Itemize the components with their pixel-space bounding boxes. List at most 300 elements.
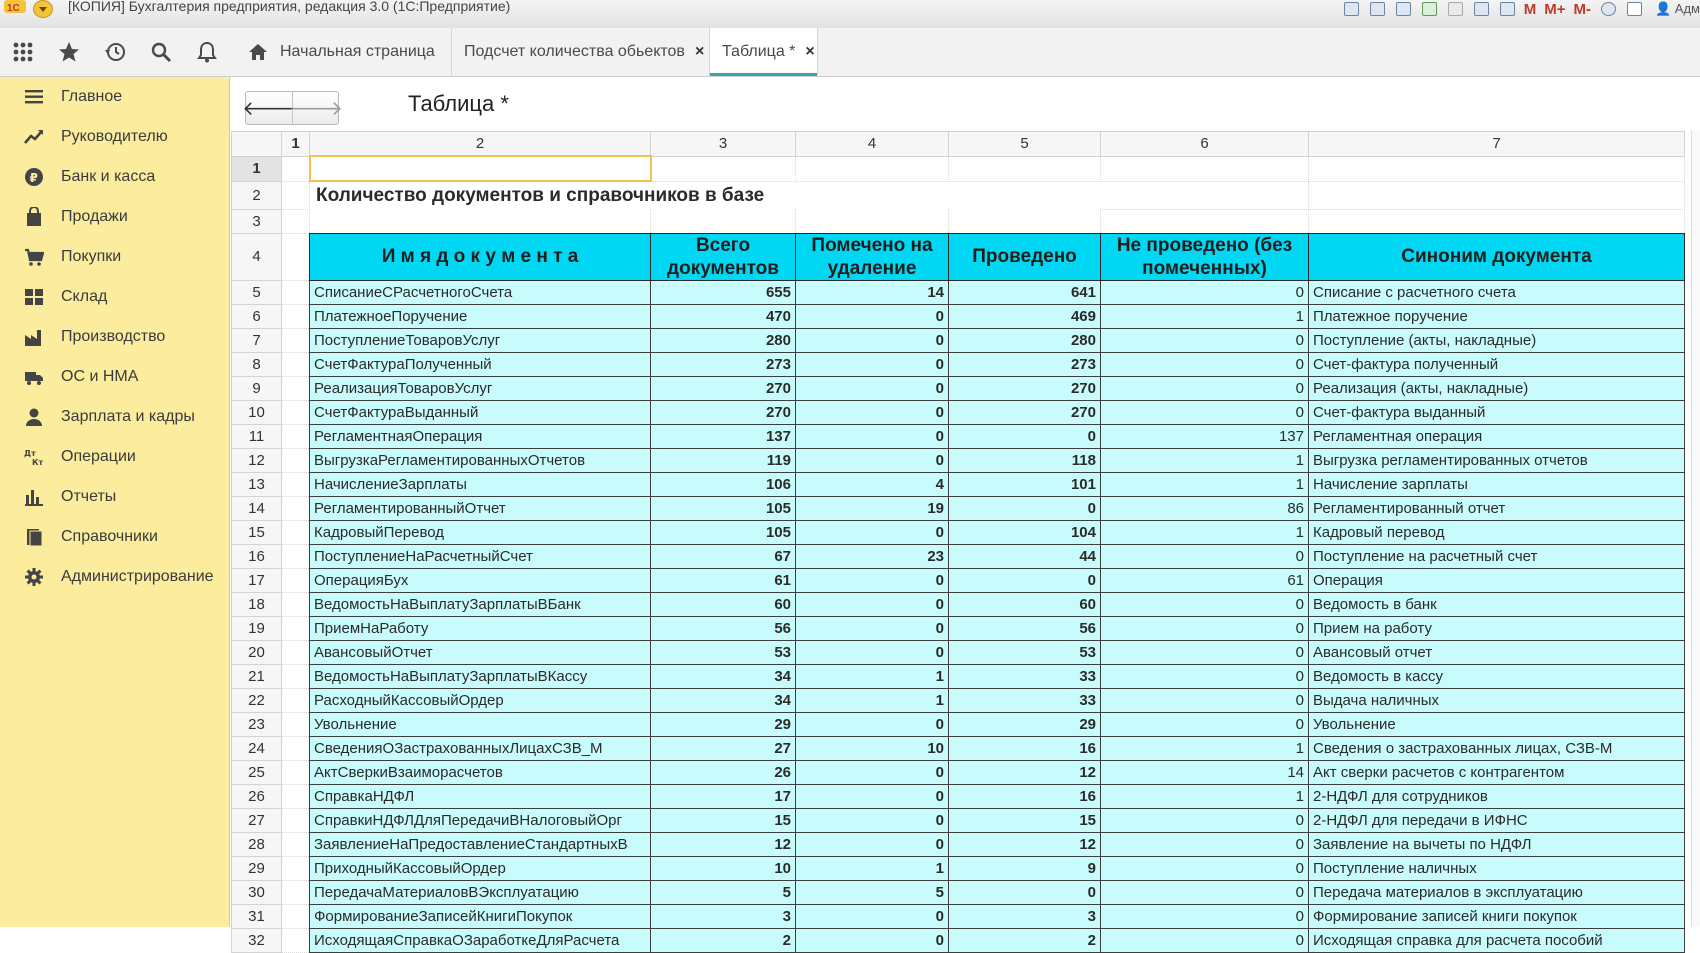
- apps-grid-icon[interactable]: [0, 28, 46, 76]
- row-header[interactable]: 30: [232, 880, 282, 904]
- not-posted-cell[interactable]: 0: [1101, 616, 1309, 640]
- document-name-cell[interactable]: ПлатежноеПоручение: [310, 304, 651, 328]
- sidebar-item-purchases[interactable]: [0, 237, 229, 277]
- download-icon[interactable]: [1419, 1, 1439, 17]
- spacer-cell[interactable]: [282, 904, 310, 928]
- posted-cell[interactable]: 12: [949, 760, 1101, 784]
- total-cell[interactable]: 34: [651, 688, 796, 712]
- spacer-cell[interactable]: [282, 472, 310, 496]
- spacer-cell[interactable]: [282, 856, 310, 880]
- total-cell[interactable]: 17: [651, 784, 796, 808]
- total-cell[interactable]: 61: [651, 568, 796, 592]
- marked-deletion-cell[interactable]: 0: [796, 928, 949, 952]
- synonym-cell[interactable]: Выдача наличных: [1309, 688, 1685, 712]
- spacer-cell[interactable]: [282, 736, 310, 760]
- synonym-cell[interactable]: Счет-фактура полученный: [1309, 352, 1685, 376]
- calendar-icon[interactable]: [1497, 1, 1517, 17]
- marked-deletion-cell[interactable]: 4: [796, 472, 949, 496]
- total-cell[interactable]: 270: [651, 400, 796, 424]
- marked-deletion-cell[interactable]: 0: [796, 424, 949, 448]
- document-name-cell[interactable]: СправкаНДФЛ: [310, 784, 651, 808]
- marked-deletion-cell[interactable]: 0: [796, 400, 949, 424]
- header-marked-deletion[interactable]: Помечено на удаление: [796, 233, 949, 280]
- empty-cell[interactable]: [651, 209, 796, 233]
- posted-cell[interactable]: 2: [949, 928, 1101, 952]
- upload-icon[interactable]: [1445, 1, 1465, 17]
- spacer-cell[interactable]: [282, 712, 310, 736]
- spacer-cell[interactable]: [282, 424, 310, 448]
- not-posted-cell[interactable]: 0: [1101, 664, 1309, 688]
- posted-cell[interactable]: 15: [949, 808, 1101, 832]
- sidebar-item-operations[interactable]: [0, 437, 229, 477]
- zoom-icon[interactable]: [1598, 1, 1618, 17]
- tab-table[interactable]: [710, 28, 818, 76]
- forward-button[interactable]: 🡒: [289, 97, 343, 120]
- marked-deletion-cell[interactable]: 1: [796, 664, 949, 688]
- posted-cell[interactable]: 0: [949, 496, 1101, 520]
- row-header[interactable]: 10: [232, 400, 282, 424]
- row-header[interactable]: 27: [232, 808, 282, 832]
- synonym-cell[interactable]: Акт сверки расчетов с контрагентом: [1309, 760, 1685, 784]
- synonym-cell[interactable]: Операция: [1309, 568, 1685, 592]
- spacer-cell[interactable]: [282, 400, 310, 424]
- synonym-cell[interactable]: Списание с расчетного счета: [1309, 280, 1685, 304]
- document-name-cell[interactable]: ПередачаМатериаловВЭксплуатацию: [310, 880, 651, 904]
- window-layout-icon[interactable]: [1624, 1, 1644, 17]
- sidebar-item-manager[interactable]: [0, 117, 229, 157]
- row-header[interactable]: 24: [232, 736, 282, 760]
- document-name-cell[interactable]: СведенияОЗастрахованныхЛицахСЗВ_М: [310, 736, 651, 760]
- row-header[interactable]: 18: [232, 592, 282, 616]
- tab-object-count[interactable]: [452, 28, 710, 76]
- row-header[interactable]: 32: [232, 928, 282, 952]
- synonym-cell[interactable]: Реализация (акты, накладные): [1309, 376, 1685, 400]
- memory-m-button[interactable]: M: [1523, 0, 1537, 18]
- close-icon[interactable]: ×: [694, 43, 705, 60]
- document-name-cell[interactable]: ВедомостьНаВыплатуЗарплатыВКассу: [310, 664, 651, 688]
- header-posted[interactable]: Проведено: [949, 233, 1101, 280]
- marked-deletion-cell[interactable]: 10: [796, 736, 949, 760]
- document-name-cell[interactable]: ОперацияБух: [310, 568, 651, 592]
- marked-deletion-cell[interactable]: 5: [796, 880, 949, 904]
- spacer-cell[interactable]: [282, 760, 310, 784]
- empty-cell[interactable]: [1309, 181, 1685, 209]
- spacer-cell[interactable]: [282, 181, 310, 209]
- posted-cell[interactable]: 0: [949, 880, 1101, 904]
- not-posted-cell[interactable]: 0: [1101, 352, 1309, 376]
- save-icon[interactable]: [1341, 1, 1361, 17]
- synonym-cell[interactable]: Регламентированный отчет: [1309, 496, 1685, 520]
- sidebar-item-administration[interactable]: [0, 557, 229, 597]
- spacer-cell[interactable]: [282, 352, 310, 376]
- active-cell[interactable]: [310, 156, 651, 181]
- column-header[interactable]: 5: [949, 132, 1101, 157]
- document-name-cell[interactable]: РегламентнаяОперация: [310, 424, 651, 448]
- row-header[interactable]: 25: [232, 760, 282, 784]
- posted-cell[interactable]: 101: [949, 472, 1101, 496]
- posted-cell[interactable]: 29: [949, 712, 1101, 736]
- total-cell[interactable]: 137: [651, 424, 796, 448]
- marked-deletion-cell[interactable]: 0: [796, 592, 949, 616]
- row-header[interactable]: 23: [232, 712, 282, 736]
- posted-cell[interactable]: 16: [949, 784, 1101, 808]
- column-header[interactable]: 3: [651, 132, 796, 157]
- empty-cell[interactable]: [282, 209, 310, 233]
- not-posted-cell[interactable]: 0: [1101, 280, 1309, 304]
- sidebar-item-salary[interactable]: [0, 397, 229, 437]
- row-header[interactable]: 26: [232, 784, 282, 808]
- marked-deletion-cell[interactable]: 0: [796, 760, 949, 784]
- total-cell[interactable]: 273: [651, 352, 796, 376]
- favorites-star-icon[interactable]: [46, 28, 92, 76]
- not-posted-cell[interactable]: 0: [1101, 592, 1309, 616]
- sidebar-item-references[interactable]: [0, 517, 229, 557]
- marked-deletion-cell[interactable]: 0: [796, 832, 949, 856]
- posted-cell[interactable]: 469: [949, 304, 1101, 328]
- column-header[interactable]: 2: [310, 132, 651, 157]
- marked-deletion-cell[interactable]: 0: [796, 904, 949, 928]
- synonym-cell[interactable]: Регламентная операция: [1309, 424, 1685, 448]
- document-name-cell[interactable]: ФормированиеЗаписейКнигиПокупок: [310, 904, 651, 928]
- memory-m-minus-button[interactable]: M-: [1573, 0, 1591, 18]
- spacer-cell[interactable]: [282, 568, 310, 592]
- synonym-cell[interactable]: Счет-фактура выданный: [1309, 400, 1685, 424]
- not-posted-cell[interactable]: 1: [1101, 448, 1309, 472]
- total-cell[interactable]: 60: [651, 592, 796, 616]
- total-cell[interactable]: 67: [651, 544, 796, 568]
- synonym-cell[interactable]: Поступление наличных: [1309, 856, 1685, 880]
- synonym-cell[interactable]: Кадровый перевод: [1309, 520, 1685, 544]
- total-cell[interactable]: 26: [651, 760, 796, 784]
- spacer-cell[interactable]: [282, 880, 310, 904]
- total-cell[interactable]: 53: [651, 640, 796, 664]
- spacer-cell[interactable]: [282, 616, 310, 640]
- marked-deletion-cell[interactable]: 14: [796, 280, 949, 304]
- posted-cell[interactable]: 3: [949, 904, 1101, 928]
- spacer-cell[interactable]: [282, 832, 310, 856]
- row-header[interactable]: 28: [232, 832, 282, 856]
- synonym-cell[interactable]: Исходящая справка для расчета пособий: [1309, 928, 1685, 952]
- total-cell[interactable]: 34: [651, 664, 796, 688]
- row-header[interactable]: 31: [232, 904, 282, 928]
- column-header[interactable]: 4: [796, 132, 949, 157]
- row-header[interactable]: 29: [232, 856, 282, 880]
- not-posted-cell[interactable]: 0: [1101, 832, 1309, 856]
- row-header[interactable]: 15: [232, 520, 282, 544]
- posted-cell[interactable]: 16: [949, 736, 1101, 760]
- header-synonym[interactable]: Синоним документа: [1309, 233, 1685, 280]
- not-posted-cell[interactable]: 1: [1101, 304, 1309, 328]
- not-posted-cell[interactable]: 0: [1101, 400, 1309, 424]
- synonym-cell[interactable]: Начисление зарплаты: [1309, 472, 1685, 496]
- row-header[interactable]: 7: [232, 328, 282, 352]
- row-header[interactable]: 3: [232, 209, 282, 233]
- document-name-cell[interactable]: ВедомостьНаВыплатуЗарплатыВБанк: [310, 592, 651, 616]
- back-button[interactable]: 🡐: [246, 92, 293, 124]
- posted-cell[interactable]: 104: [949, 520, 1101, 544]
- not-posted-cell[interactable]: 0: [1101, 688, 1309, 712]
- row-header[interactable]: 11: [232, 424, 282, 448]
- synonym-cell[interactable]: Передача материалов в эксплуатацию: [1309, 880, 1685, 904]
- marked-deletion-cell[interactable]: 1: [796, 856, 949, 880]
- total-cell[interactable]: 27: [651, 736, 796, 760]
- not-posted-cell[interactable]: 0: [1101, 376, 1309, 400]
- spacer-cell[interactable]: [282, 592, 310, 616]
- spacer-cell[interactable]: [282, 280, 310, 304]
- synonym-cell[interactable]: Прием на работу: [1309, 616, 1685, 640]
- row-header[interactable]: 9: [232, 376, 282, 400]
- spacer-cell[interactable]: [282, 304, 310, 328]
- total-cell[interactable]: 12: [651, 832, 796, 856]
- posted-cell[interactable]: 60: [949, 592, 1101, 616]
- document-name-cell[interactable]: ИсходящаяСправкаОЗаработкеДляРасчета: [310, 928, 651, 952]
- row-header[interactable]: 16: [232, 544, 282, 568]
- not-posted-cell[interactable]: 1: [1101, 472, 1309, 496]
- marked-deletion-cell[interactable]: 0: [796, 352, 949, 376]
- calculator-icon[interactable]: [1471, 1, 1491, 17]
- not-posted-cell[interactable]: 0: [1101, 928, 1309, 952]
- synonym-cell[interactable]: Сведения о застрахованных лицах, СЗВ-М: [1309, 736, 1685, 760]
- total-cell[interactable]: 5: [651, 880, 796, 904]
- empty-cell[interactable]: [796, 209, 949, 233]
- total-cell[interactable]: 119: [651, 448, 796, 472]
- row-header[interactable]: 4: [232, 233, 282, 280]
- not-posted-cell[interactable]: 0: [1101, 328, 1309, 352]
- posted-cell[interactable]: 33: [949, 688, 1101, 712]
- empty-cell[interactable]: [1101, 156, 1309, 181]
- marked-deletion-cell[interactable]: 0: [796, 616, 949, 640]
- not-posted-cell[interactable]: 86: [1101, 496, 1309, 520]
- spacer-cell[interactable]: [282, 808, 310, 832]
- header-document-name[interactable]: И м я д о к у м е н т а: [310, 233, 651, 280]
- not-posted-cell[interactable]: 0: [1101, 712, 1309, 736]
- marked-deletion-cell[interactable]: 0: [796, 640, 949, 664]
- not-posted-cell[interactable]: 14: [1101, 760, 1309, 784]
- close-icon[interactable]: ×: [805, 43, 815, 60]
- spacer-cell[interactable]: [282, 156, 310, 181]
- total-cell[interactable]: 56: [651, 616, 796, 640]
- empty-cell[interactable]: [949, 209, 1101, 233]
- header-total[interactable]: Всего документов: [651, 233, 796, 280]
- sidebar-item-main[interactable]: [0, 77, 229, 117]
- sidebar-item-fixed-assets[interactable]: [0, 357, 229, 397]
- spacer-cell[interactable]: [282, 496, 310, 520]
- memory-m-plus-button[interactable]: M+: [1544, 0, 1566, 18]
- document-name-cell[interactable]: РеализацияТоваровУслуг: [310, 376, 651, 400]
- marked-deletion-cell[interactable]: 0: [796, 784, 949, 808]
- marked-deletion-cell[interactable]: 19: [796, 496, 949, 520]
- total-cell[interactable]: 280: [651, 328, 796, 352]
- marked-deletion-cell[interactable]: 0: [796, 808, 949, 832]
- total-cell[interactable]: 470: [651, 304, 796, 328]
- not-posted-cell[interactable]: 1: [1101, 736, 1309, 760]
- not-posted-cell[interactable]: 0: [1101, 640, 1309, 664]
- synonym-cell[interactable]: 2-НДФЛ для сотрудников: [1309, 784, 1685, 808]
- document-name-cell[interactable]: АктСверкиВзаиморасчетов: [310, 760, 651, 784]
- document-name-cell[interactable]: СписаниеСРасчетногоСчета: [310, 280, 651, 304]
- main-menu-button[interactable]: [33, 0, 53, 18]
- row-header[interactable]: 5: [232, 280, 282, 304]
- synonym-cell[interactable]: Выгрузка регламентированных отчетов: [1309, 448, 1685, 472]
- marked-deletion-cell[interactable]: 0: [796, 568, 949, 592]
- spacer-cell[interactable]: [282, 233, 310, 280]
- row-header[interactable]: 12: [232, 448, 282, 472]
- not-posted-cell[interactable]: 1: [1101, 784, 1309, 808]
- row-header[interactable]: 19: [232, 616, 282, 640]
- sidebar-item-warehouse[interactable]: [0, 277, 229, 317]
- synonym-cell[interactable]: Ведомость в банк: [1309, 592, 1685, 616]
- row-header[interactable]: 21: [232, 664, 282, 688]
- posted-cell[interactable]: 641: [949, 280, 1101, 304]
- document-name-cell[interactable]: НачислениеЗарплаты: [310, 472, 651, 496]
- sidebar-item-production[interactable]: [0, 317, 229, 357]
- total-cell[interactable]: 105: [651, 520, 796, 544]
- row-header[interactable]: 1: [232, 156, 282, 181]
- synonym-cell[interactable]: Ведомость в кассу: [1309, 664, 1685, 688]
- posted-cell[interactable]: 9: [949, 856, 1101, 880]
- posted-cell[interactable]: 280: [949, 328, 1101, 352]
- search-icon[interactable]: [138, 28, 184, 76]
- posted-cell[interactable]: 44: [949, 544, 1101, 568]
- total-cell[interactable]: 106: [651, 472, 796, 496]
- not-posted-cell[interactable]: 61: [1101, 568, 1309, 592]
- synonym-cell[interactable]: Авансовый отчет: [1309, 640, 1685, 664]
- spacer-cell[interactable]: [282, 448, 310, 472]
- empty-cell[interactable]: [949, 156, 1101, 181]
- posted-cell[interactable]: 0: [949, 424, 1101, 448]
- marked-deletion-cell[interactable]: 0: [796, 376, 949, 400]
- document-name-cell[interactable]: ЗаявлениеНаПредоставлениеСтандартныхВ: [310, 832, 651, 856]
- not-posted-cell[interactable]: 137: [1101, 424, 1309, 448]
- spacer-cell[interactable]: [282, 376, 310, 400]
- preview-icon[interactable]: [1393, 1, 1413, 17]
- column-header[interactable]: 1: [282, 132, 310, 157]
- sheet-corner[interactable]: [232, 132, 282, 157]
- empty-cell[interactable]: [1101, 209, 1309, 233]
- row-header[interactable]: 22: [232, 688, 282, 712]
- document-name-cell[interactable]: ПриходныйКассовыйОрдер: [310, 856, 651, 880]
- total-cell[interactable]: 29: [651, 712, 796, 736]
- spreadsheet-grid[interactable]: [231, 131, 1685, 953]
- spacer-cell[interactable]: [282, 640, 310, 664]
- row-header[interactable]: 17: [232, 568, 282, 592]
- not-posted-cell[interactable]: 0: [1101, 904, 1309, 928]
- spacer-cell[interactable]: [282, 328, 310, 352]
- header-not-posted[interactable]: Не проведено (без помеченных): [1101, 233, 1309, 280]
- total-cell[interactable]: 3: [651, 904, 796, 928]
- empty-cell[interactable]: [310, 209, 651, 233]
- not-posted-cell[interactable]: 0: [1101, 808, 1309, 832]
- document-name-cell[interactable]: РасходныйКассовыйОрдер: [310, 688, 651, 712]
- synonym-cell[interactable]: Поступление на расчетный счет: [1309, 544, 1685, 568]
- not-posted-cell[interactable]: 1: [1101, 520, 1309, 544]
- posted-cell[interactable]: 273: [949, 352, 1101, 376]
- empty-cell[interactable]: [1309, 209, 1685, 233]
- posted-cell[interactable]: 53: [949, 640, 1101, 664]
- sidebar-item-reports[interactable]: [0, 477, 229, 517]
- document-name-cell[interactable]: ПоступлениеНаРасчетныйСчет: [310, 544, 651, 568]
- notifications-bell-icon[interactable]: [184, 28, 230, 76]
- total-cell[interactable]: 10: [651, 856, 796, 880]
- synonym-cell[interactable]: Поступление (акты, накладные): [1309, 328, 1685, 352]
- empty-cell[interactable]: [1309, 156, 1685, 181]
- marked-deletion-cell[interactable]: 1: [796, 688, 949, 712]
- posted-cell[interactable]: 12: [949, 832, 1101, 856]
- posted-cell[interactable]: 56: [949, 616, 1101, 640]
- posted-cell[interactable]: 270: [949, 400, 1101, 424]
- synonym-cell[interactable]: Формирование записей книги покупок: [1309, 904, 1685, 928]
- document-name-cell[interactable]: ПоступлениеТоваровУслуг: [310, 328, 651, 352]
- marked-deletion-cell[interactable]: 0: [796, 328, 949, 352]
- empty-cell[interactable]: [651, 156, 796, 181]
- document-name-cell[interactable]: АвансовыйОтчет: [310, 640, 651, 664]
- not-posted-cell[interactable]: 0: [1101, 544, 1309, 568]
- posted-cell[interactable]: 270: [949, 376, 1101, 400]
- total-cell[interactable]: 105: [651, 496, 796, 520]
- history-icon[interactable]: [92, 28, 138, 76]
- column-header[interactable]: 7: [1309, 132, 1685, 157]
- spacer-cell[interactable]: [282, 928, 310, 952]
- synonym-cell[interactable]: Заявление на вычеты по НДФЛ: [1309, 832, 1685, 856]
- document-name-cell[interactable]: СчетФактураВыданный: [310, 400, 651, 424]
- document-name-cell[interactable]: ВыгрузкаРегламентированныхОтчетов: [310, 448, 651, 472]
- spacer-cell[interactable]: [282, 544, 310, 568]
- row-header[interactable]: 20: [232, 640, 282, 664]
- marked-deletion-cell[interactable]: 0: [796, 304, 949, 328]
- spreadsheet[interactable]: [231, 131, 1685, 953]
- posted-cell[interactable]: 0: [949, 568, 1101, 592]
- posted-cell[interactable]: 33: [949, 664, 1101, 688]
- empty-cell[interactable]: [796, 156, 949, 181]
- document-name-cell[interactable]: КадровыйПеревод: [310, 520, 651, 544]
- marked-deletion-cell[interactable]: 0: [796, 448, 949, 472]
- spacer-cell[interactable]: [282, 688, 310, 712]
- total-cell[interactable]: 270: [651, 376, 796, 400]
- document-name-cell[interactable]: СправкиНДФЛДляПередачиВНалоговыйОрг: [310, 808, 651, 832]
- marked-deletion-cell[interactable]: 0: [796, 520, 949, 544]
- document-name-cell[interactable]: ПриемНаРаботу: [310, 616, 651, 640]
- total-cell[interactable]: 655: [651, 280, 796, 304]
- document-name-cell[interactable]: Увольнение: [310, 712, 651, 736]
- document-name-cell[interactable]: РегламентированныйОтчет: [310, 496, 651, 520]
- column-header[interactable]: 6: [1101, 132, 1309, 157]
- sidebar-item-bank[interactable]: [0, 157, 229, 197]
- empty-cell[interactable]: [1101, 181, 1309, 209]
- row-header[interactable]: 8: [232, 352, 282, 376]
- total-cell[interactable]: 2: [651, 928, 796, 952]
- spacer-cell[interactable]: [282, 784, 310, 808]
- marked-deletion-cell[interactable]: 0: [796, 712, 949, 736]
- synonym-cell[interactable]: 2-НДФЛ для передачи в ИФНС: [1309, 808, 1685, 832]
- total-cell[interactable]: 15: [651, 808, 796, 832]
- current-user[interactable]: 👤 Адм: [1654, 1, 1700, 16]
- synonym-cell[interactable]: Платежное поручение: [1309, 304, 1685, 328]
- not-posted-cell[interactable]: 0: [1101, 880, 1309, 904]
- print-icon[interactable]: [1367, 1, 1387, 17]
- posted-cell[interactable]: 118: [949, 448, 1101, 472]
- spacer-cell[interactable]: [282, 664, 310, 688]
- not-posted-cell[interactable]: 0: [1101, 856, 1309, 880]
- row-header[interactable]: 13: [232, 472, 282, 496]
- marked-deletion-cell[interactable]: 23: [796, 544, 949, 568]
- row-header[interactable]: 14: [232, 496, 282, 520]
- vertical-scrollbar[interactable]: [1691, 131, 1700, 927]
- sidebar-item-sales[interactable]: [0, 197, 229, 237]
- row-header[interactable]: 6: [232, 304, 282, 328]
- synonym-cell[interactable]: Увольнение: [1309, 712, 1685, 736]
- tab-home[interactable]: [236, 28, 452, 76]
- spacer-cell[interactable]: [282, 520, 310, 544]
